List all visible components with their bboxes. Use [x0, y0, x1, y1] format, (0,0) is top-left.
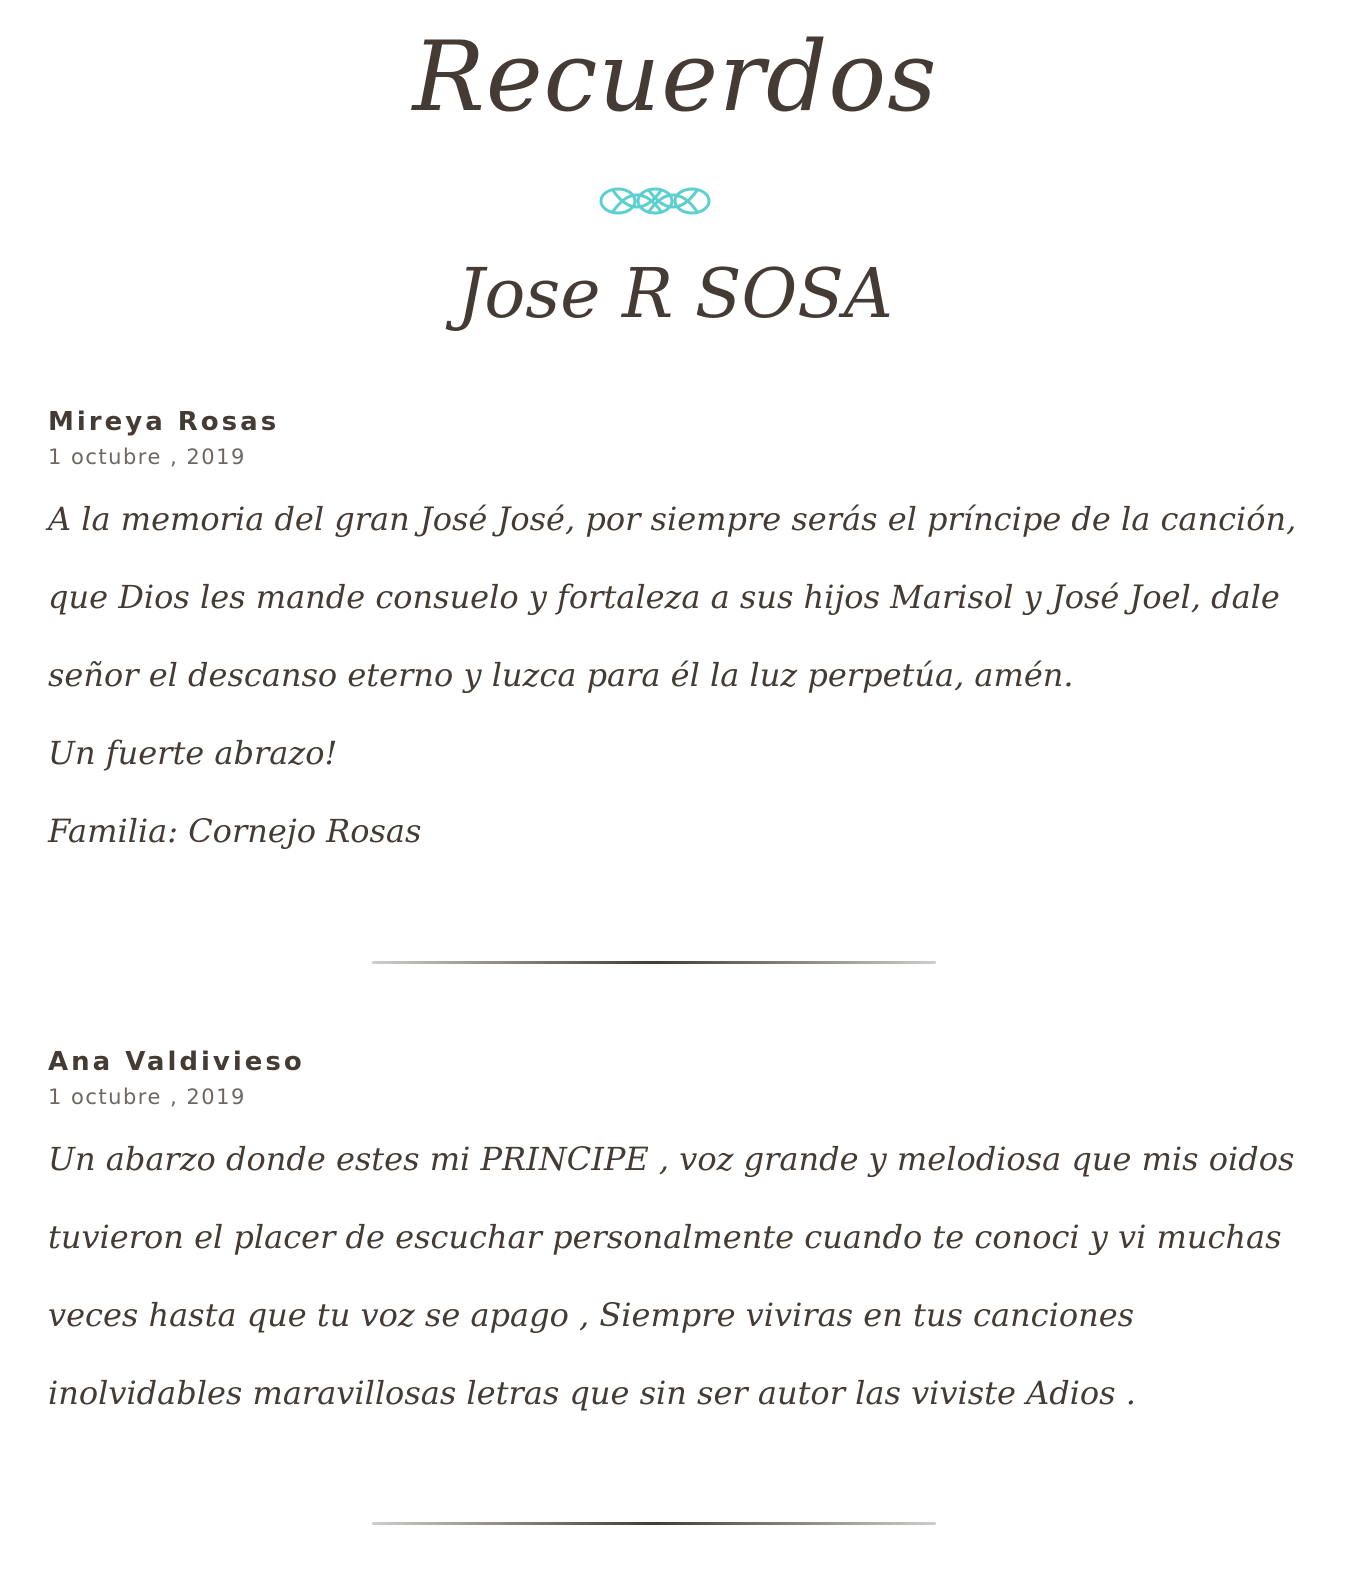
message-line: Un abarzo donde estes mi PRINCIPE , voz grande y melodiosa que mis oidos [48, 1140, 1295, 1178]
memory-author: Ana Valdivieso [48, 1047, 305, 1077]
memory-date: 1 octubre , 2019 [48, 445, 246, 469]
message-line: inolvidables maravillosas letras que sin ser autor las viviste Adios . [48, 1374, 1136, 1412]
page-title: Recuerdos [412, 21, 938, 133]
memory-divider [372, 961, 936, 964]
message-line: que Dios les mande consuelo y fortaleza a sus hijos Marisol y José Joel, dale [48, 578, 1280, 616]
memory-message [48, 480, 1308, 870]
memory-divider [372, 1522, 936, 1525]
memory-date: 1 octubre , 2019 [48, 1085, 246, 1109]
memory-author: Mireya Rosas [48, 407, 280, 437]
message-line: tuvieron el placer de escuchar personalmente cuando te conoci y vi muchas [48, 1218, 1282, 1256]
memory-message [48, 1120, 1308, 1432]
ornament-divider-icon [500, 180, 810, 222]
message-line: A la memoria del gran José José, por siempre serás el príncipe de la canción, [48, 500, 1297, 538]
message-line: Familia: Cornejo Rosas [48, 812, 422, 850]
memory-entry [48, 404, 1308, 870]
deceased-name: Jose R SOSA [457, 255, 893, 334]
memory-entry [48, 1044, 1308, 1432]
message-line: Un fuerte abrazo! [48, 734, 338, 772]
message-line: señor el descanso eterno y luzca para él la luz perpetúa, amén. [48, 656, 1074, 694]
message-line: veces hasta que tu voz se apago , Siempre viviras en tus canciones [48, 1296, 1135, 1334]
